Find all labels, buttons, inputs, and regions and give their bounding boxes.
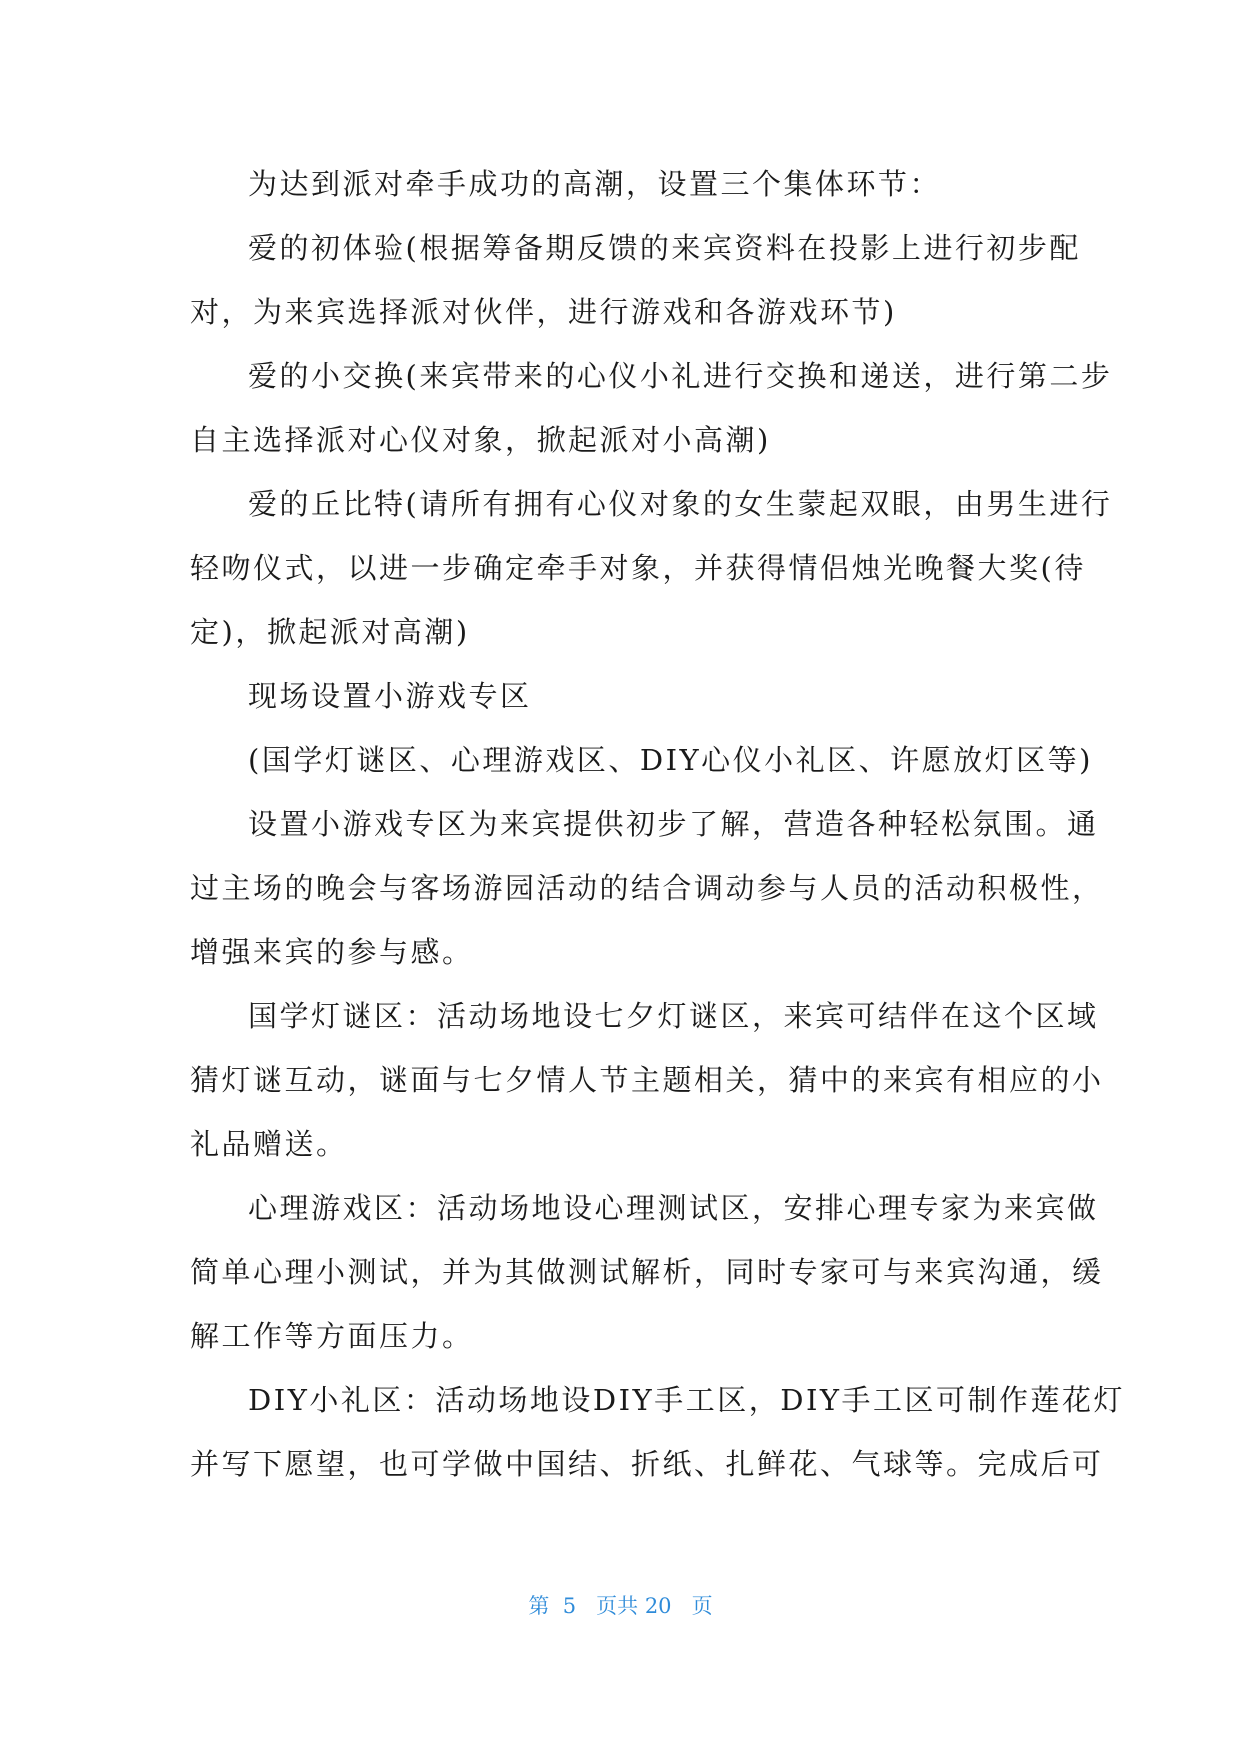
section-heading: 现场设置小游戏专区 xyxy=(248,679,532,713)
paragraph-line: 心理游戏区：活动场地设心理测试区，安排心理专家为来宾做 xyxy=(248,1191,1099,1225)
paragraph-line: 轻吻仪式，以进一步确定牵手对象，并获得情侣烛光晚餐大奖(待 xyxy=(190,551,1086,585)
paragraph-line: 增强来宾的参与感。 xyxy=(190,935,474,969)
paragraph-line: 为达到派对牵手成功的高潮，设置三个集体环节： xyxy=(248,167,942,201)
paragraph-line: 国学灯谜区：活动场地设七夕灯谜区，来宾可结伴在这个区域 xyxy=(248,999,1099,1033)
paragraph-line: 自主选择派对心仪对象，掀起派对小高潮) xyxy=(190,423,771,457)
page-number-footer: 第 5 页共 20 页 xyxy=(528,1594,713,1618)
paragraph-line: 解工作等方面压力。 xyxy=(190,1319,474,1353)
paragraph-line: 过主场的晚会与客场游园活动的结合调动参与人员的活动积极性， xyxy=(190,871,1104,905)
paragraph-line: (国学灯谜区、心理游戏区、DIY心仪小礼区、许愿放灯区等) xyxy=(248,743,1093,777)
paragraph-line: 设置小游戏专区为来宾提供初步了解，营造各种轻松氛围。通 xyxy=(248,807,1099,841)
paragraph-line: 爱的初体验(根据筹备期反馈的来宾资料在投影上进行初步配 xyxy=(248,231,1081,265)
paragraph-line: 猜灯谜互动，谜面与七夕情人节主题相关，猜中的来宾有相应的小 xyxy=(190,1063,1104,1097)
paragraph-line: 定)，掀起派对高潮) xyxy=(190,615,470,649)
paragraph-line: 对，为来宾选择派对伙伴，进行游戏和各游戏环节) xyxy=(190,295,897,329)
paragraph-line: 并写下愿望，也可学做中国结、折纸、扎鲜花、气球等。完成后可 xyxy=(190,1447,1104,1481)
paragraph-line: 爱的丘比特(请所有拥有心仪对象的女生蒙起双眼，由男生进行 xyxy=(248,487,1113,521)
paragraph-line: 礼品赠送。 xyxy=(190,1127,348,1161)
paragraph-line: 简单心理小测试，并为其做测试解析，同时专家可与来宾沟通，缓 xyxy=(190,1255,1104,1289)
paragraph-line: DIY小礼区：活动场地设DIY手工区，DIY手工区可制作莲花灯 xyxy=(248,1383,1126,1417)
paragraph-line: 爱的小交换(来宾带来的心仪小礼进行交换和递送，进行第二步 xyxy=(248,359,1113,393)
